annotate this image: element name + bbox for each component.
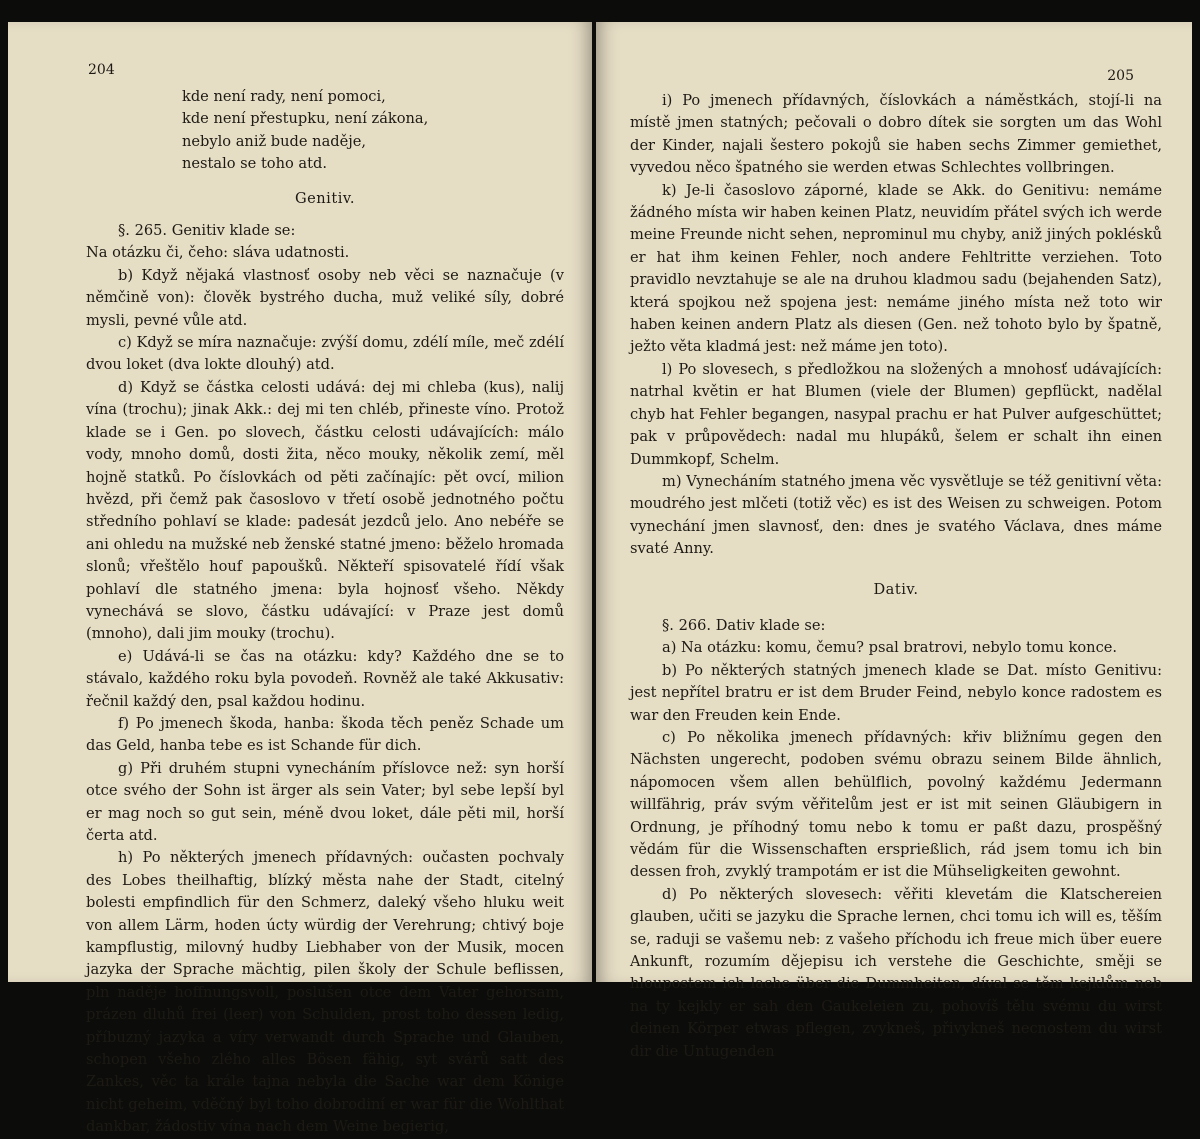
page-number-left: 204 <box>88 62 115 78</box>
left-page <box>8 22 592 1136</box>
paragraph: b) Když nějaká vlastnosť osoby neb věci se naznačuje (v němčině von): člověk bystrého ducha, muž veliké síly, dobré mysli, pevné vůle atd. <box>86 266 564 329</box>
right-page <box>596 22 1192 1060</box>
paragraph: a) Na otázku: komu, čemu? psal bratrovi, nebylo tomu konce. <box>662 639 1118 657</box>
paragraph: h) Po některých jmenech přídavných: oučasten pochvaly des Lobes theilhaftig, blízký města nahe der Stadt, citelný bolesti empfindlich für den Schmerz, daleký všeho hluku weit von allem Lärm, hoden úcty würdig der Verehrung; chtivý boje kampflustig, milovný hudby Liebhaber von der Musik, mocen jazyka der Sprache mächtig, pilen školy der Schule beflissen, pln naděje hoffnungsvoll, poslušen otce dem Vater gehorsam, prázen dluhů frei (leer) von Schulden, prost toho dessen ledig, příbuzný jazyka a víry verwandt durch Sprache und Glauben, schopen všeho zlého alles Bösen fähig, syt svárů satt des Zankes, věc ta krále tajna nebyla die Sache war dem Könige nicht geheim, vděčný byl toho dobrodiní er war für die Wohlthat dankbar, žádostiv vína nach dem Weine begierig, <box>86 849 564 1136</box>
paragraph: k) Je-li časoslovo záporné, klade se Akk. do Genitivu: nemáme žádného místa wir haben keinen Platz, neuvidím přátel svých ich werde meine Freunde nicht sehen, neprominul mu chyby, aniž jiných poklésků er hat ihm keinen Fehler, noch andere Fehltritte verziehen. Toto pravidlo nevztahuje se ale na druhou kladmou sadu (bejahenden Satz), která spojkou než spojena jest: nemáme jiného místa než toto wir haben keinen andern Platz als diesen (Gen. než tohoto bylo by špatně, ježto věta kladmá jest: než máme jen toto). <box>630 181 1162 356</box>
verse-line: kde není přestupku, není zákona, <box>182 110 429 128</box>
paragraph: c) Když se míra naznačuje: zvýší domu, zdélí míle, meč zdélí dvou loket (dva lokte dlouhý) atd. <box>86 334 564 374</box>
verse-line: nestalo se toho atd. <box>182 155 327 173</box>
paragraph: i) Po jmenech přídavných, číslovkách a náměstkách, stojí-li na místě jmen statných; pečovali o dobro dítek sie sorgten um das Wohl der Kinder, najali šestero pokojů sie haben sechs Zimmer gemiethet, vyvedou něco špatného sie werden etwas Schlechtes vollbringen. <box>630 92 1162 177</box>
section-heading-genitiv: Genitiv. <box>294 189 356 207</box>
paragraph: g) Při druhém stupni vynecháním příslovce než: syn horší otce svého der Sohn ist ärger als sein Vater; byl sebe lepší byl er mag noch so gut sein, méně dvou loket, dále pěti mil, horší čerta atd. <box>86 759 564 844</box>
paragraph: l) Po slovesech, s předložkou na složených a mnohosť udávajících: natrhal květin er hat Blumen (viele der Blumen) gepflückt, nadělal chyb hat Fehler begangen, nasypal prachu er hat Pulver aufgeschüttet; pak v průpovědech: nadal mu hlupáků, šelem er schalt ihn einen Dummkopf, Schelm. <box>630 360 1162 468</box>
paragraph: c) Po několika jmenech přídavných: křiv bližnímu gegen den Nächsten ungerecht, podoben svému obrazu seinem Bilde ähnlich, nápomocen všem allen behülflich, povolný každému Jedermann willfährig, práv svým věřitelům jest er ist mit seinen Gläubigern in Ordnung, je příhodný tomu nebo k tomu er paßt dazu, prospěšný vědám für die Wissenschaften ersprießlich, rád jsem tomu ich bin dessen froh, zvyklý trampotám er ist die Mühseligkeiten gewohnt. <box>630 728 1162 881</box>
paragraph: d) Po některých slovesech: věřiti klevetám die Klatschereien glauben, učiti se jazyku die Sprache lernen, chci tomu ich will es, těším se, raduji se vašemu neb: z vašeho příchodu ich freue mich über euere Ankunft, rozumím dějepisu ich verstehe die Geschichte, směji se hloupostem ich lache über die Dummheiten, díval se těm kejklům neb na ty kejkly er sah den Gaukeleien zu, pohovíš tělu svému du wirst deinen Körper etwas pflegen, zvykneš, přivykneš necnostem du wirst dir die Untugenden <box>630 885 1162 1060</box>
page-number-right: 205 <box>1107 68 1134 84</box>
paragraph: Na otázku či, čeho: sláva udatnosti. <box>86 244 350 262</box>
left-page-text <box>86 86 564 1139</box>
paragraph: e) Udává-li se čas na otázku: kdy? Každého dne se to stávalo, každého roku byla povodeň. Rovněž ale také Akkusativ: řečnil každý den, psal každou hodinu. <box>86 647 564 710</box>
paragraph: b) Po některých statných jmenech klade se Dat. místo Genitivu: jest nepřítel bratru er ist dem Bruder Feind, nebylo konce radostem es war den Freuden kein Ende. <box>630 661 1162 724</box>
section-heading-dativ: Dativ. <box>873 580 919 598</box>
paragraph: d) Když se částka celosti udává: dej mi chleba (kus), nalij vína (trochu); jinak Akk.: dej mi ten chléb, přineste víno. Protož klade se i Gen. po slovech, částku celosti udávajících: málo vody, mnoho domů, dosti žita, něco mouky, několik zemí, měl hojně statků. Po číslovkách od pěti začínajíc: pět ovcí, milion hvězd, při čemž pak časoslovo v třetí osobě jednotného počtu středního pohlaví se klade: padesát jezdců jelo. Ano nebéře se ani ohledu na mužské neb ženské statné jmeno: běželo hromada slonů; vřeštělo houf papoušků. Někteří spisovatelé řídí však pohlaví dle statného jmena: byla hojnosť všeho. Někdy vynechává se slovo, částku udávající: v Praze jest domů (mnoho), dali jim mouky (trochu). <box>86 378 564 643</box>
paragraph: m) Vynecháním statného jmena věc vysvětluje se též genitivní věta: moudrého jest mlčeti (totiž věc) es ist des Weisen zu schweigen. Potom vynechání jmen slavnosť, den: dnes je svatého Václava, dnes máme svaté Anny. <box>630 472 1162 558</box>
paragraph: §. 266. Dativ klade se: <box>662 616 826 634</box>
right-page-text <box>630 90 1162 1063</box>
verse-line: kde není rady, není pomoci, <box>182 88 386 105</box>
paragraph: §. 265. Genitiv klade se: <box>118 222 296 240</box>
paragraph: f) Po jmenech škoda, hanba: škoda těch peněz Schade um das Geld, hanba tebe es ist Schande für dich. <box>86 714 564 755</box>
verse-line: nebylo aniž bude naděje, <box>182 132 367 150</box>
